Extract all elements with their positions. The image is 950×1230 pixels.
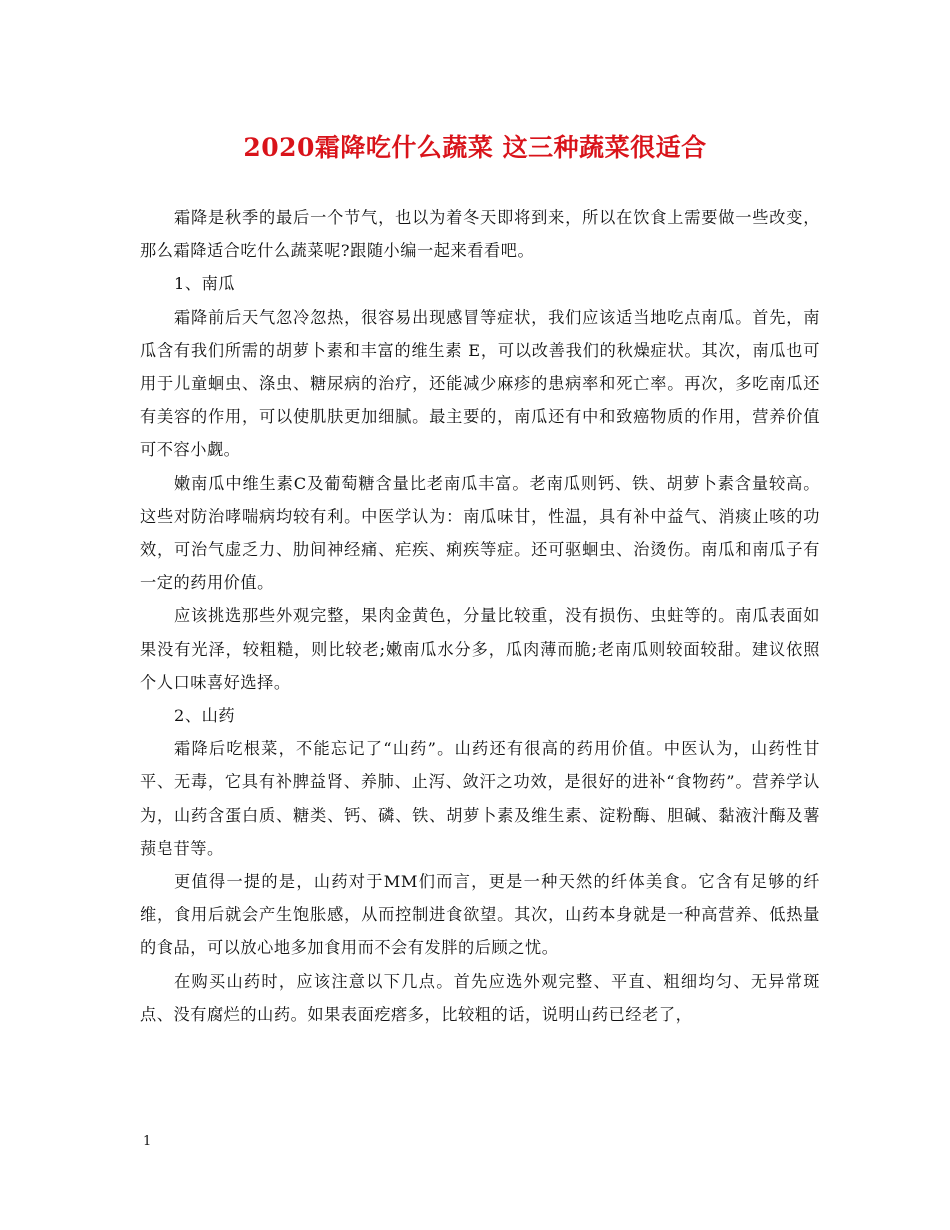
paragraph-intro: 霜降是秋季的最后一个节气，也以为着冬天即将到来，所以在饮食上需要做一些改变，那么霜降适合吃什么蔬菜呢?跟随小编一起来看看吧。 <box>140 208 820 261</box>
section-heading-yam: 2、山药 <box>174 706 236 726</box>
section-heading-pumpkin: 1、南瓜 <box>174 274 236 294</box>
paragraph: 霜降后吃根菜，不能忘记了“山药”。山药还有很高的药用价值。中医认为，山药性甘平、无毒，它具有补脾益肾、养肺、止泻、敛汗之功效，是很好的进补“食物药”。营养学认为，山药含蛋白质、糖类、钙、磷、铁、胡萝卜素及维生素、淀粉酶、胆碱、黏液汁酶及薯蓣皂苷等。 <box>140 739 820 858</box>
document-body <box>140 201 820 1031</box>
paragraph: 霜降前后天气忽冷忽热，很容易出现感冒等症状，我们应该适当地吃点南瓜。首先，南瓜含有我们所需的胡萝卜素和丰富的维生素 E，可以改善我们的秋燥症状。其次，南瓜也可用于儿童蛔虫、涤虫、糖尿病的治疗，还能减少麻疹的患病率和死亡率。再次，多吃南瓜还有美容的作用，可以使肌肤更加细腻。最主要的，南瓜还有中和致癌物质的作用，营养价值可不容小觑。 <box>140 307 820 460</box>
document-title: 2020霜降吃什么蔬菜 这三种蔬菜很适合 <box>243 133 707 162</box>
paragraph: 应该挑选那些外观完整，果肉金黄色，分量比较重，没有损伤、虫蛀等的。南瓜表面如果没有光泽，较粗糙，则比较老;嫩南瓜水分多，瓜肉薄而脆;老南瓜则较面较甜。建议依照个人口味喜好选择。 <box>140 606 820 692</box>
paragraph: 更值得一提的是，山药对于MM们而言，更是一种天然的纤体美食。它含有足够的纤维，食用后就会产生饱胀感，从而控制进食欲望。其次，山药本身就是一种高营养、低热量的食品，可以放心地多加食用而不会有发胖的后顾之忧。 <box>140 872 820 958</box>
page-number: 1 <box>143 1134 152 1149</box>
paragraph: 在购买山药时，应该注意以下几点。首先应选外观完整、平直、粗细均匀、无异常斑点、没有腐烂的山药。如果表面疙瘩多，比较粗的话，说明山药已经老了， <box>140 971 820 1024</box>
paragraph: 嫩南瓜中维生素C及葡萄糖含量比老南瓜丰富。老南瓜则钙、铁、胡萝卜素含量较高。这些对防治哮喘病均较有利。中医学认为：南瓜味甘，性温，具有补中益气、消痰止咳的功效，可治气虚乏力、肋间神经痛、疟疾、痢疾等症。还可驱蛔虫、治烫伤。南瓜和南瓜子有一定的药用价值。 <box>140 473 820 593</box>
